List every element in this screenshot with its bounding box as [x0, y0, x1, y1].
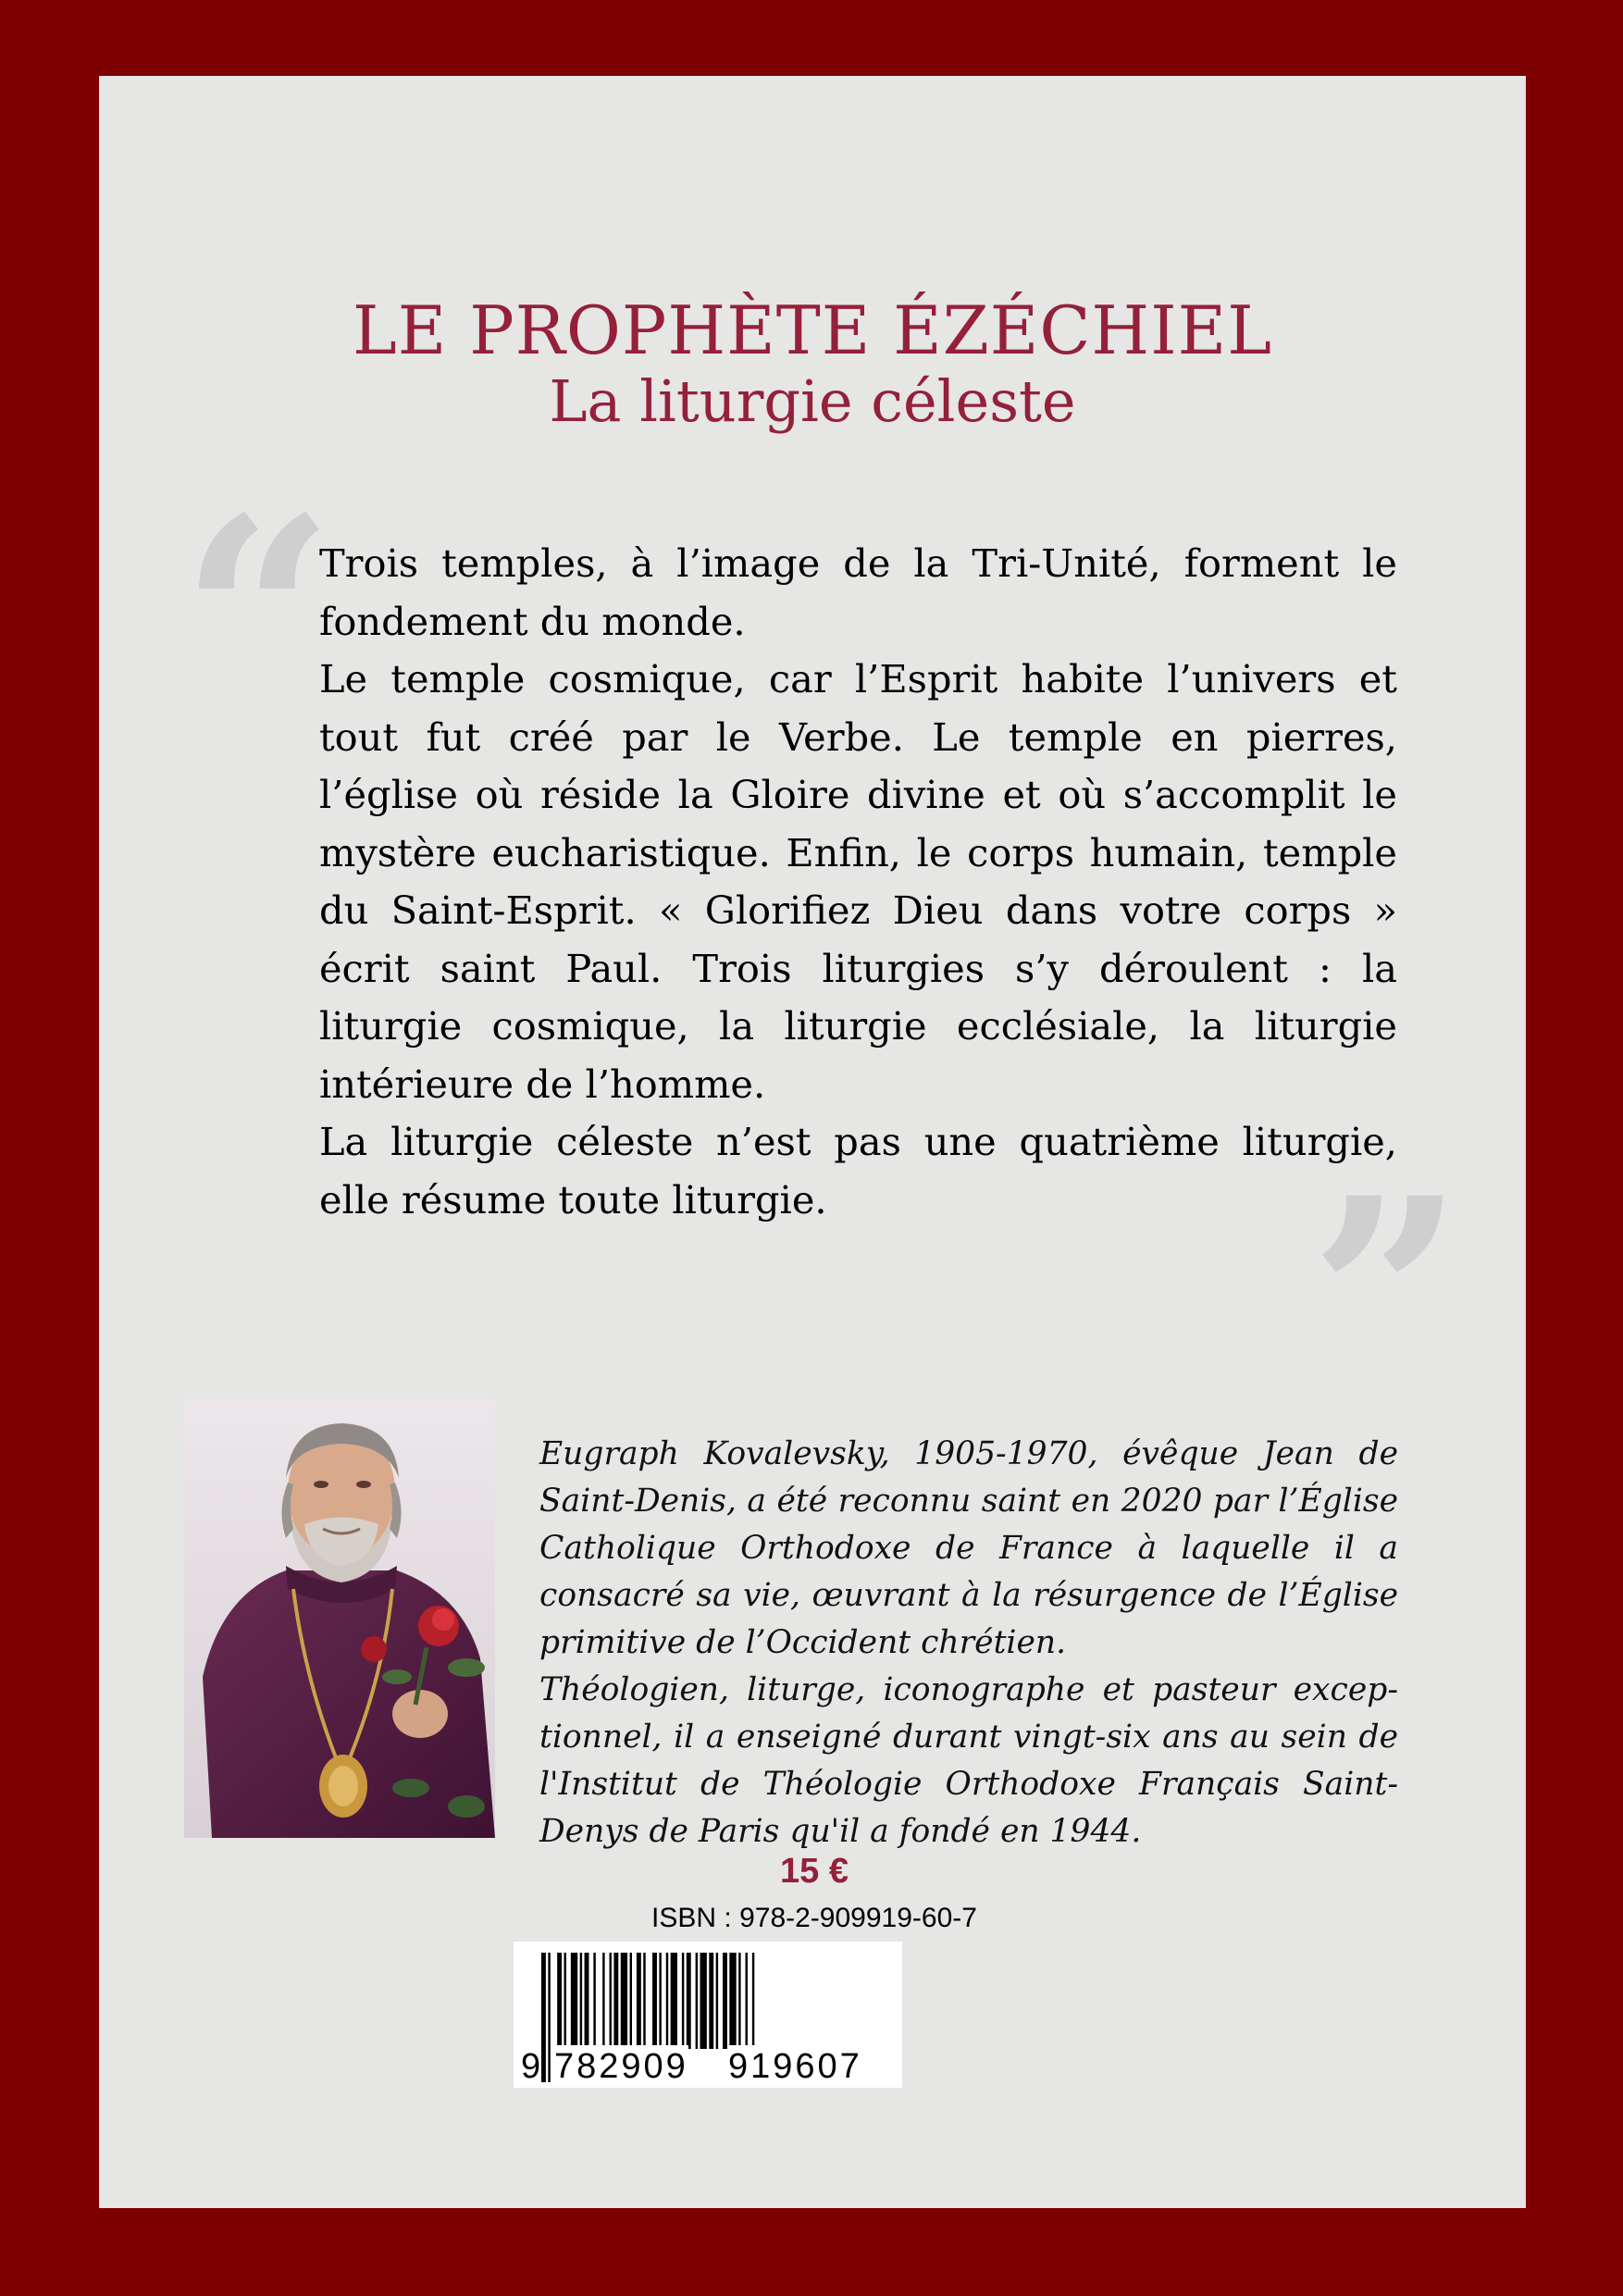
barcode-bar: [729, 1953, 736, 2049]
barcode-bar: [738, 1953, 740, 2049]
barcode-digit-first: 9: [521, 2047, 541, 2086]
barcode-bar: [637, 1953, 641, 2049]
barcode-bar: [682, 1953, 684, 2049]
back-cover-quote: [319, 535, 1397, 1229]
author-portrait: [184, 1399, 495, 1838]
barcode-bar: [700, 1953, 707, 2049]
barcode-digits-right: 919607: [728, 2047, 862, 2086]
barcode-bar: [687, 1953, 691, 2049]
quote-paragraph: Trois temples, à l’image de la Tri-Unité, forment le fondement du monde.: [319, 540, 1397, 644]
author-portrait-image: [184, 1399, 495, 1838]
price-label: 15 €: [780, 1852, 849, 1891]
barcode-bar: [564, 1953, 566, 2049]
author-bio: [539, 1431, 1398, 1855]
barcode-bar: [621, 1953, 627, 2049]
close-quote-icon: ”: [1309, 1140, 1464, 1455]
barcode-bar: [557, 1953, 562, 2049]
barcode-bar: [671, 1953, 677, 2049]
book-title: LE PROPHÈTE ÉZÉCHIEL: [352, 292, 1273, 369]
barcode-bar: [746, 1953, 748, 2049]
barcode-digits: [514, 2045, 902, 2088]
barcode-bar: [723, 1953, 727, 2049]
barcode-bar: [610, 1953, 612, 2049]
book-subtitle: La liturgie céleste: [549, 367, 1076, 435]
barcode-bar: [580, 1953, 582, 2049]
bio-paragraph: Théologien, liturge, iconographe et pasteur exceptionnel, il a enseigné durant vingt-six ans au sein de l'Institut de Théologie Orthodoxe Français Saint-Denys de Paris qu'il a fondé en 1944.: [539, 1671, 1398, 1850]
barcode-bar: [593, 1953, 595, 2049]
barcode-bar: [602, 1953, 604, 2049]
quote-paragraph: La liturgie céleste n’est pas une quatrième liturgie, elle résume toute liturgie.: [319, 1119, 1397, 1222]
barcode-bar: [585, 1953, 589, 2049]
bio-paragraph: Eugraph Kovalevsky, 1905-1970, évêque Jean de Saint-Denis, a été reconnu saint en 2020 par l’Église Catholique Orthodoxe de France à laquelle il a consacré sa vie, œuvrant à la résurgence de l’Église primitive de l’Occident chrétien.: [539, 1435, 1398, 1661]
quote-paragraph: Le temple cosmique, car l’Esprit habite l’univers et tout fut créé par le Verbe. Le temple en pierres, l’église où réside la Gloire divine et où s’accomplit le mystère eucharistique. Enfin, le corps humain, temple du Saint-Esprit. « Glorifiez Dieu dans votre corps » écrit saint Paul. Trois liturgies s’y déroulent : la liturgie cosmique, la liturgie ecclésiale, la liturgie intérieure de l’homme.: [319, 656, 1397, 1107]
barcode-bar: [666, 1953, 668, 2049]
isbn-label: ISBN : 978-2-909919-60-7: [651, 1903, 977, 1933]
barcode-bar: [571, 1953, 577, 2049]
barcode-bar: [716, 1953, 718, 2049]
barcode-bar: [643, 1953, 645, 2049]
barcode-digits-left: 782909: [554, 2047, 688, 2086]
barcode-bar: [709, 1953, 713, 2049]
barcode-bar: [696, 1953, 698, 2049]
isbn-barcode: [514, 1942, 902, 2088]
barcode-bar: [613, 1953, 618, 2049]
open-quote-icon: “: [180, 460, 335, 775]
barcode-bar: [630, 1953, 632, 2049]
